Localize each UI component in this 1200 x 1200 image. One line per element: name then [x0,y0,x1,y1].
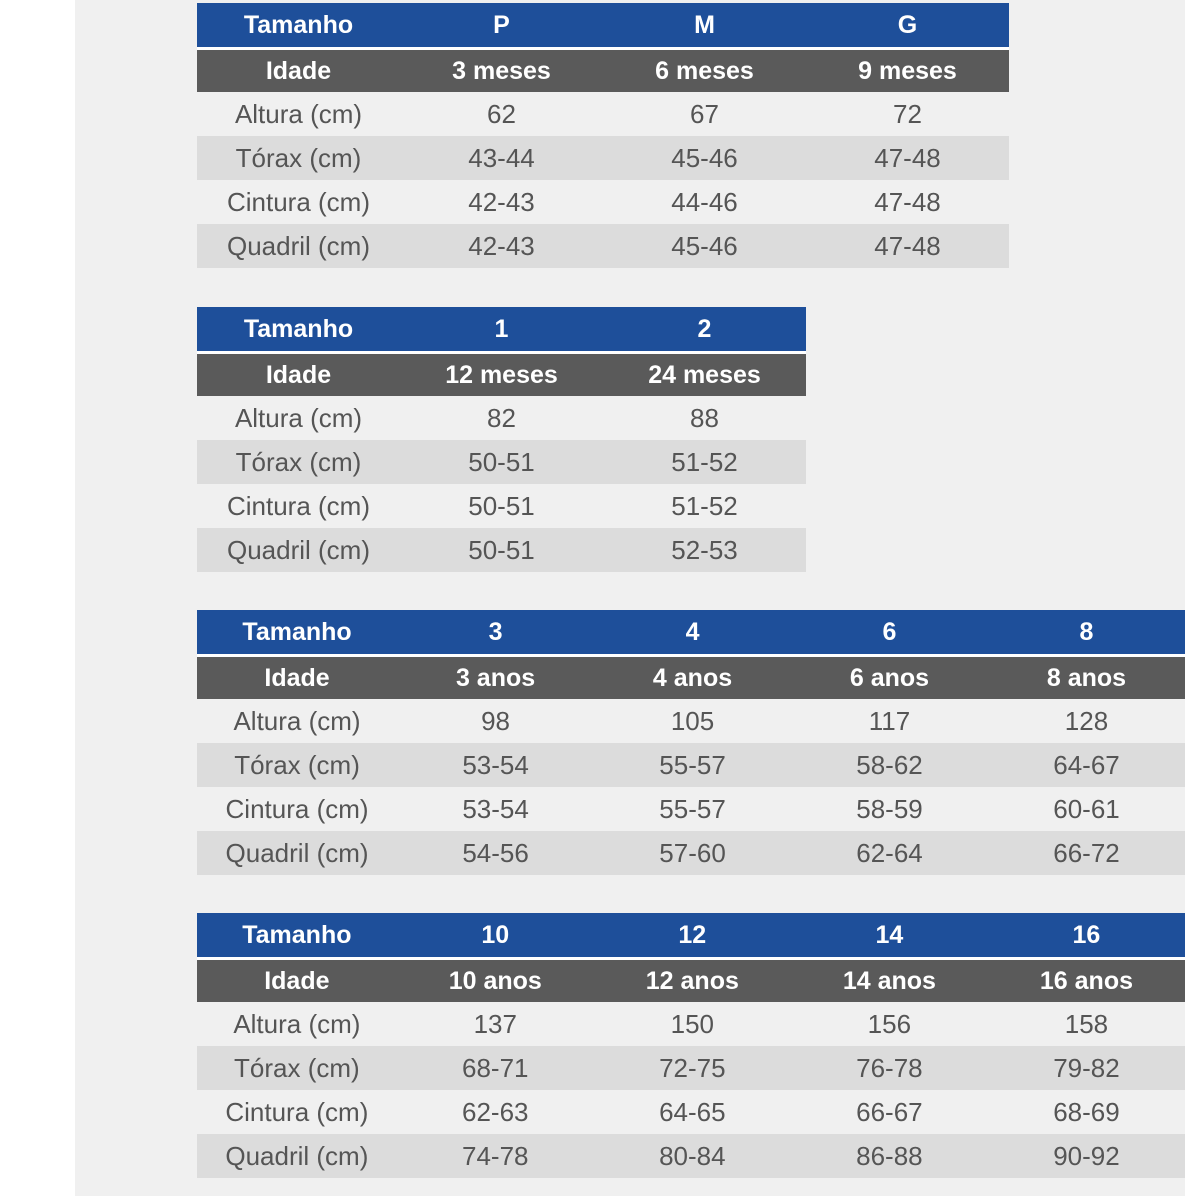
measurement-row-height [197,92,1009,136]
measurement-value: 47-48 [806,180,1009,224]
measurement-value: 45-46 [603,136,806,180]
measurement-row-height [197,1002,1185,1046]
measurement-label: Cintura (cm) [197,484,400,528]
measurement-value: 64-65 [594,1090,791,1134]
measurement-value: 86-88 [791,1134,988,1178]
size-header-row [197,307,806,353]
measurement-value: 62-63 [397,1090,594,1134]
measurement-value: 67 [603,92,806,136]
measurement-value: 68-69 [988,1090,1185,1134]
size-header-cell: 2 [603,307,806,353]
measurement-label: Cintura (cm) [197,180,400,224]
measurement-value: 42-43 [400,180,603,224]
measurement-value: 55-57 [594,743,791,787]
size-header-cell: 16 [988,913,1185,959]
measurement-value: 128 [988,699,1185,743]
measurement-value: 68-71 [397,1046,594,1090]
measurement-row-hip [197,831,1185,875]
size-header-row [197,3,1009,49]
size-table-kids [197,610,1185,875]
age-cell: 8 anos [988,656,1185,700]
measurement-value: 47-48 [806,224,1009,268]
measurement-row-height [197,396,806,440]
measurement-value: 42-43 [400,224,603,268]
measurement-value: 57-60 [594,831,791,875]
age-cell: 12 anos [594,959,791,1003]
measurement-label: Quadril (cm) [197,831,397,875]
age-cell: 4 anos [594,656,791,700]
measurement-value: 50-51 [400,528,603,572]
size-header-cell: 10 [397,913,594,959]
measurement-value: 45-46 [603,224,806,268]
measurement-row-waist [197,1090,1185,1134]
measurement-label: Quadril (cm) [197,224,400,268]
age-row [197,353,806,397]
age-cell: 16 anos [988,959,1185,1003]
measurement-value: 43-44 [400,136,603,180]
size-header-label: Tamanho [197,913,397,959]
measurement-value: 52-53 [603,528,806,572]
measurement-row-chest [197,743,1185,787]
measurement-value: 117 [791,699,988,743]
measurement-label: Quadril (cm) [197,528,400,572]
measurement-value: 72-75 [594,1046,791,1090]
measurement-value: 80-84 [594,1134,791,1178]
measurement-value: 158 [988,1002,1185,1046]
age-cell: 24 meses [603,353,806,397]
age-cell: 3 anos [397,656,594,700]
measurement-label: Altura (cm) [197,1002,397,1046]
measurement-value: 62-64 [791,831,988,875]
measurement-row-waist [197,180,1009,224]
measurement-value: 55-57 [594,787,791,831]
age-label: Idade [197,959,397,1003]
size-header-label: Tamanho [197,610,397,656]
size-header-label: Tamanho [197,307,400,353]
measurement-label: Altura (cm) [197,699,397,743]
size-header-cell: 3 [397,610,594,656]
size-header-row [197,610,1185,656]
measurement-value: 54-56 [397,831,594,875]
size-table-teens [197,913,1185,1178]
size-header-cell: 6 [791,610,988,656]
size-header-cell: 14 [791,913,988,959]
size-table-toddlers [197,307,806,572]
measurement-label: Tórax (cm) [197,136,400,180]
size-chart-panel [75,0,1185,1196]
measurement-value: 51-52 [603,440,806,484]
age-row [197,959,1185,1003]
measurement-value: 44-46 [603,180,806,224]
size-header-cell: M [603,3,806,49]
age-label: Idade [197,49,400,93]
measurement-value: 76-78 [791,1046,988,1090]
measurement-value: 50-51 [400,440,603,484]
measurement-value: 66-72 [988,831,1185,875]
measurement-value: 58-59 [791,787,988,831]
measurement-value: 62 [400,92,603,136]
size-header-cell: 1 [400,307,603,353]
age-row [197,656,1185,700]
measurement-value: 82 [400,396,603,440]
size-header-cell: 8 [988,610,1185,656]
measurement-label: Tórax (cm) [197,1046,397,1090]
age-label: Idade [197,656,397,700]
measurement-value: 51-52 [603,484,806,528]
age-cell: 9 meses [806,49,1009,93]
measurement-row-hip [197,224,1009,268]
measurement-value: 150 [594,1002,791,1046]
measurement-value: 53-54 [397,787,594,831]
measurement-label: Altura (cm) [197,396,400,440]
age-cell: 3 meses [400,49,603,93]
measurement-value: 98 [397,699,594,743]
age-row [197,49,1009,93]
measurement-row-chest [197,440,806,484]
age-cell: 12 meses [400,353,603,397]
measurement-label: Altura (cm) [197,92,400,136]
measurement-label: Tórax (cm) [197,743,397,787]
measurement-value: 50-51 [400,484,603,528]
age-cell: 6 meses [603,49,806,93]
measurement-value: 53-54 [397,743,594,787]
age-label: Idade [197,353,400,397]
measurement-label: Tórax (cm) [197,440,400,484]
measurement-value: 105 [594,699,791,743]
size-header-cell: P [400,3,603,49]
size-header-row [197,913,1185,959]
size-header-cell: 12 [594,913,791,959]
measurement-row-chest [197,136,1009,180]
age-cell: 6 anos [791,656,988,700]
age-cell: 14 anos [791,959,988,1003]
measurement-label: Cintura (cm) [197,1090,397,1134]
measurement-row-hip [197,528,806,572]
size-header-cell: 4 [594,610,791,656]
measurement-value: 47-48 [806,136,1009,180]
measurement-value: 66-67 [791,1090,988,1134]
measurement-value: 156 [791,1002,988,1046]
age-cell: 10 anos [397,959,594,1003]
measurement-value: 90-92 [988,1134,1185,1178]
measurement-value: 88 [603,396,806,440]
measurement-row-waist [197,484,806,528]
measurement-label: Cintura (cm) [197,787,397,831]
measurement-value: 137 [397,1002,594,1046]
measurement-value: 60-61 [988,787,1185,831]
measurement-row-hip [197,1134,1185,1178]
measurement-value: 79-82 [988,1046,1185,1090]
measurement-value: 72 [806,92,1009,136]
measurement-row-height [197,699,1185,743]
measurement-value: 64-67 [988,743,1185,787]
measurement-row-chest [197,1046,1185,1090]
measurement-value: 74-78 [397,1134,594,1178]
size-header-label: Tamanho [197,3,400,49]
measurement-label: Quadril (cm) [197,1134,397,1178]
measurement-row-waist [197,787,1185,831]
measurement-value: 58-62 [791,743,988,787]
size-header-cell: G [806,3,1009,49]
size-table-babies [197,3,1009,268]
